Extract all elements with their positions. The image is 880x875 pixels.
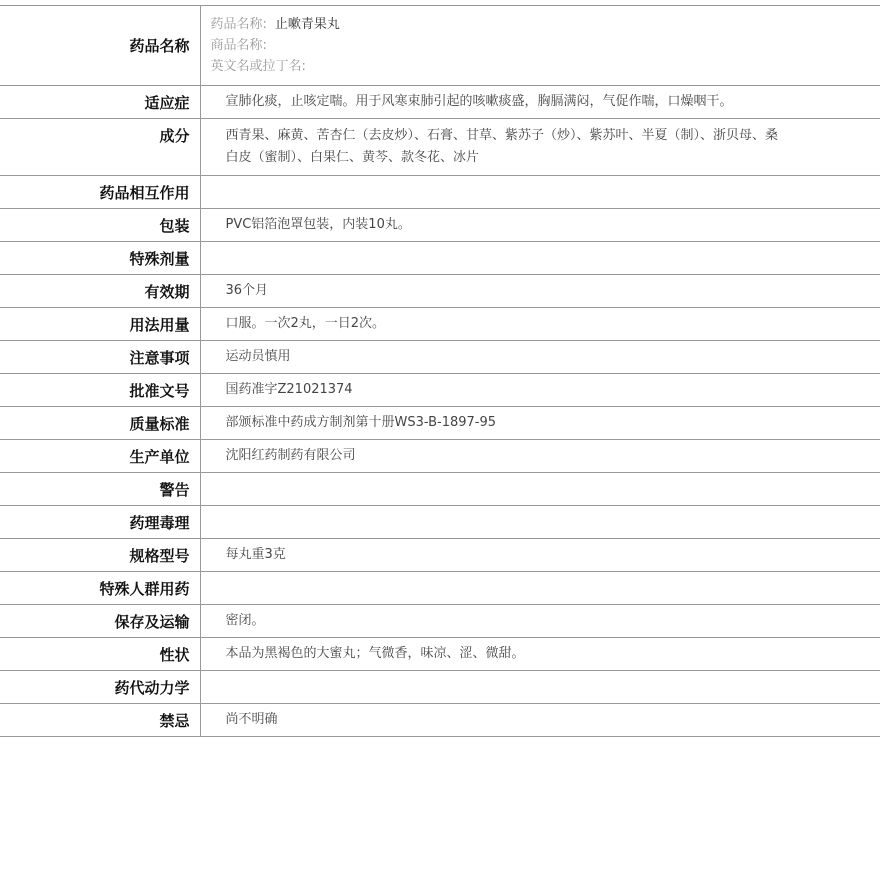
table-row [0,209,880,242]
row-value [200,176,880,209]
trade-name-line [211,35,791,56]
row-label: 包装 [0,209,200,242]
table-row [0,440,880,473]
row-value [200,242,880,275]
table-row [0,308,880,341]
row-value: 每丸重3克 [225,547,286,562]
row-label: 保存及运输 [0,605,200,638]
drug-spec-table [0,5,880,737]
generic-name-line [211,14,791,35]
table-row [0,671,880,704]
row-label: 特殊人群用药 [0,572,200,605]
row-label: 药品名称 [0,6,200,86]
table-row [0,341,880,374]
row-value: 部颁标准中药成方制剂第十册WS3-B-1897-95 [225,415,497,430]
row-value: 密闭。 [225,613,265,628]
trade-name-label: 商品名称: [210,38,267,53]
row-label: 生产单位 [0,440,200,473]
row-label: 适应症 [0,86,200,119]
row-label: 禁忌 [0,704,200,737]
table-row [0,704,880,737]
row-value: 尚不明确 [225,712,278,727]
row-value: 本品为黑褐色的大蜜丸；气微香，味凉、涩、微甜。 [225,646,525,661]
english-name-label: 英文名或拉丁名: [210,59,306,74]
row-label: 药代动力学 [0,671,200,704]
row-label: 特殊剂量 [0,242,200,275]
table-row [0,506,880,539]
row-label: 性状 [0,638,200,671]
row-label: 批准文号 [0,374,200,407]
table-row [0,275,880,308]
table-row [0,119,880,176]
row-label: 药品相互作用 [0,176,200,209]
row-value [200,671,880,704]
drug-spec-body [0,6,880,737]
english-name-line [211,56,791,77]
table-row [0,242,880,275]
table-row [0,572,880,605]
row-value: 运动员慎用 [225,349,291,364]
row-label: 质量标准 [0,407,200,440]
table-row [0,638,880,671]
table-row [0,86,880,119]
row-value: PVC铝箔泡罩包装，内装10丸。 [225,217,411,232]
row-label: 药理毒理 [0,506,200,539]
table-row [0,176,880,209]
row-value: 口服。一次2丸，一日2次。 [225,316,386,331]
table-row [0,407,880,440]
generic-name-value: 止嗽青果丸 [274,17,340,32]
table-row [0,473,880,506]
row-value: 国药准字Z21021374 [225,382,353,397]
row-label: 警告 [0,473,200,506]
drug-name-cell [200,6,880,86]
table-row [0,374,880,407]
row-value [200,572,880,605]
row-label: 规格型号 [0,539,200,572]
row-value: 宣肺化痰，止咳定喘。用于风寒束肺引起的咳嗽痰盛，胸膈满闷，气促作喘，口燥咽干。 [225,94,733,109]
row-label: 有效期 [0,275,200,308]
row-value: 沈阳红药制药有限公司 [225,448,356,463]
row-label: 成分 [0,119,200,176]
generic-name-label: 药品名称: [210,17,267,32]
row-label: 用法用量 [0,308,200,341]
row-value: 36个月 [225,283,269,298]
table-row [0,605,880,638]
row-label: 注意事项 [0,341,200,374]
table-row [0,539,880,572]
row-value: 西青果、麻黄、苦杏仁（去皮炒）、石膏、甘草、紫苏子（炒）、紫苏叶、半夏（制）、浙贝母、桑白皮（蜜制）、白果仁、黄芩、款冬花、冰片 [225,128,779,165]
row-drug-name [0,6,880,86]
row-value [200,473,880,506]
row-value [200,506,880,539]
